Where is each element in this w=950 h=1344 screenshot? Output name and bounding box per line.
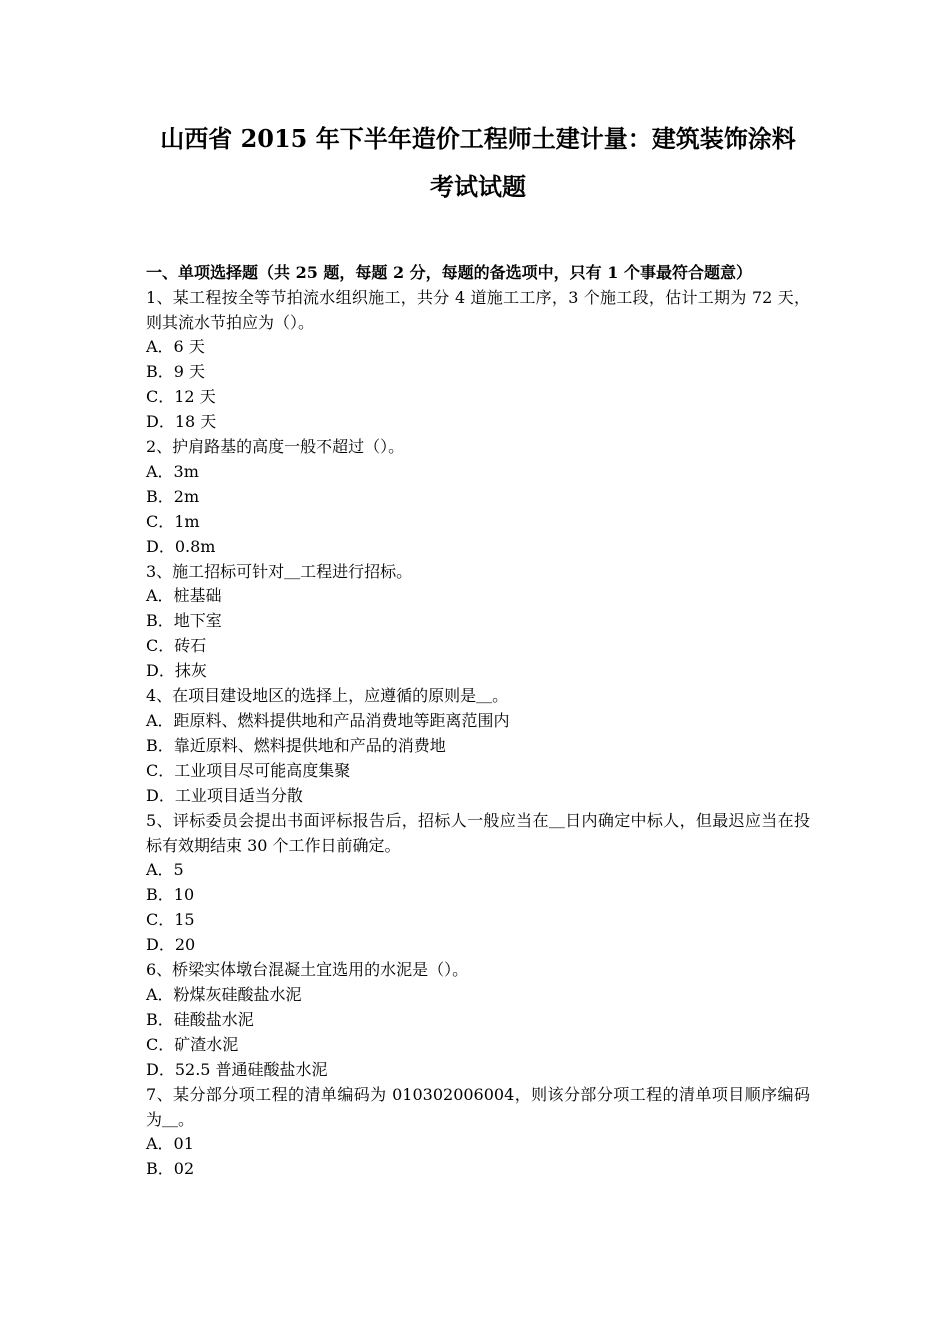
answer-option: D．工业项目适当分散 [146, 785, 303, 805]
question-stem: 4、在项目建设地区的选择上，应遵循的原则是＿。 [146, 686, 509, 706]
answer-option: D．0.8m [146, 536, 216, 556]
question-stem: 6、桥梁实体墩台混凝土宜选用的水泥是（）。 [146, 960, 469, 980]
document-page [146, 115, 810, 1182]
answer-option: B．10 [146, 885, 195, 905]
answer-option: A．粉煤灰硅酸盐水泥 [146, 984, 302, 1004]
answer-option: C．矿渣水泥 [146, 1034, 239, 1054]
answer-option: A．3m [146, 461, 199, 481]
section-heading: 一、单项选择题（共 25 题，每题 2 分，每题的备选项中，只有 1 个事最符合题意） [146, 263, 752, 282]
answer-option: A．桩基础 [146, 586, 222, 606]
answer-option: B．靠近原料、燃料提供地和产品的消费地 [146, 735, 446, 755]
title-line-1: 山西省 2015 年下半年造价工程师土建计量：建筑装饰涂料 [160, 124, 796, 153]
answer-option: C．1m [146, 511, 200, 531]
answer-option: A．01 [146, 1134, 194, 1154]
answer-option: C．15 [146, 910, 195, 930]
answer-option: C．12 天 [146, 387, 216, 407]
question-block [146, 684, 810, 809]
question-block [146, 809, 810, 958]
question-block [146, 958, 810, 1083]
question-stem: 1、某工程按全等节拍流水组织施工，共分 4 道施工工序，3 个施工段，估计工期为 72 天，则其流水节拍应为（）。 [146, 287, 810, 332]
question-stem: 5、评标委员会提出书面评标报告后，招标人一般应当在＿日内确定中标人，但最迟应当在投标有效期结束 30 个工作日前确定。 [146, 810, 810, 855]
question-block [146, 1083, 810, 1183]
answer-option: B．2m [146, 486, 200, 506]
answer-option: B．硅酸盐水泥 [146, 1009, 254, 1029]
question-block [146, 435, 810, 560]
answer-option: B．02 [146, 1159, 195, 1179]
answer-option: D．52.5 普通硅酸盐水泥 [146, 1059, 328, 1079]
question-list [146, 286, 810, 1183]
question-block [146, 286, 810, 435]
answer-option: B．地下室 [146, 611, 222, 631]
answer-option: A．5 [146, 860, 184, 880]
document-title [146, 115, 810, 211]
answer-option: D．18 天 [146, 412, 217, 432]
answer-option: C．工业项目尽可能高度集聚 [146, 760, 351, 780]
answer-option: C．砖石 [146, 636, 207, 656]
question-stem: 2、护肩路基的高度一般不超过（）。 [146, 437, 405, 457]
answer-option: D．抹灰 [146, 661, 207, 681]
answer-option: B．9 天 [146, 362, 206, 382]
question-block [146, 560, 810, 685]
answer-option: A．距原料、燃料提供地和产品消费地等距离范围内 [146, 711, 510, 730]
question-stem: 3、施工招标可针对＿工程进行招标。 [146, 561, 413, 581]
title-line-2: 考试试题 [430, 172, 526, 201]
answer-option: A．6 天 [146, 337, 205, 357]
answer-option: D．20 [146, 935, 196, 955]
question-stem: 7、某分部分项工程的清单编码为 010302006004，则该分部分项工程的清单项目顺序编码为＿。 [146, 1084, 810, 1129]
